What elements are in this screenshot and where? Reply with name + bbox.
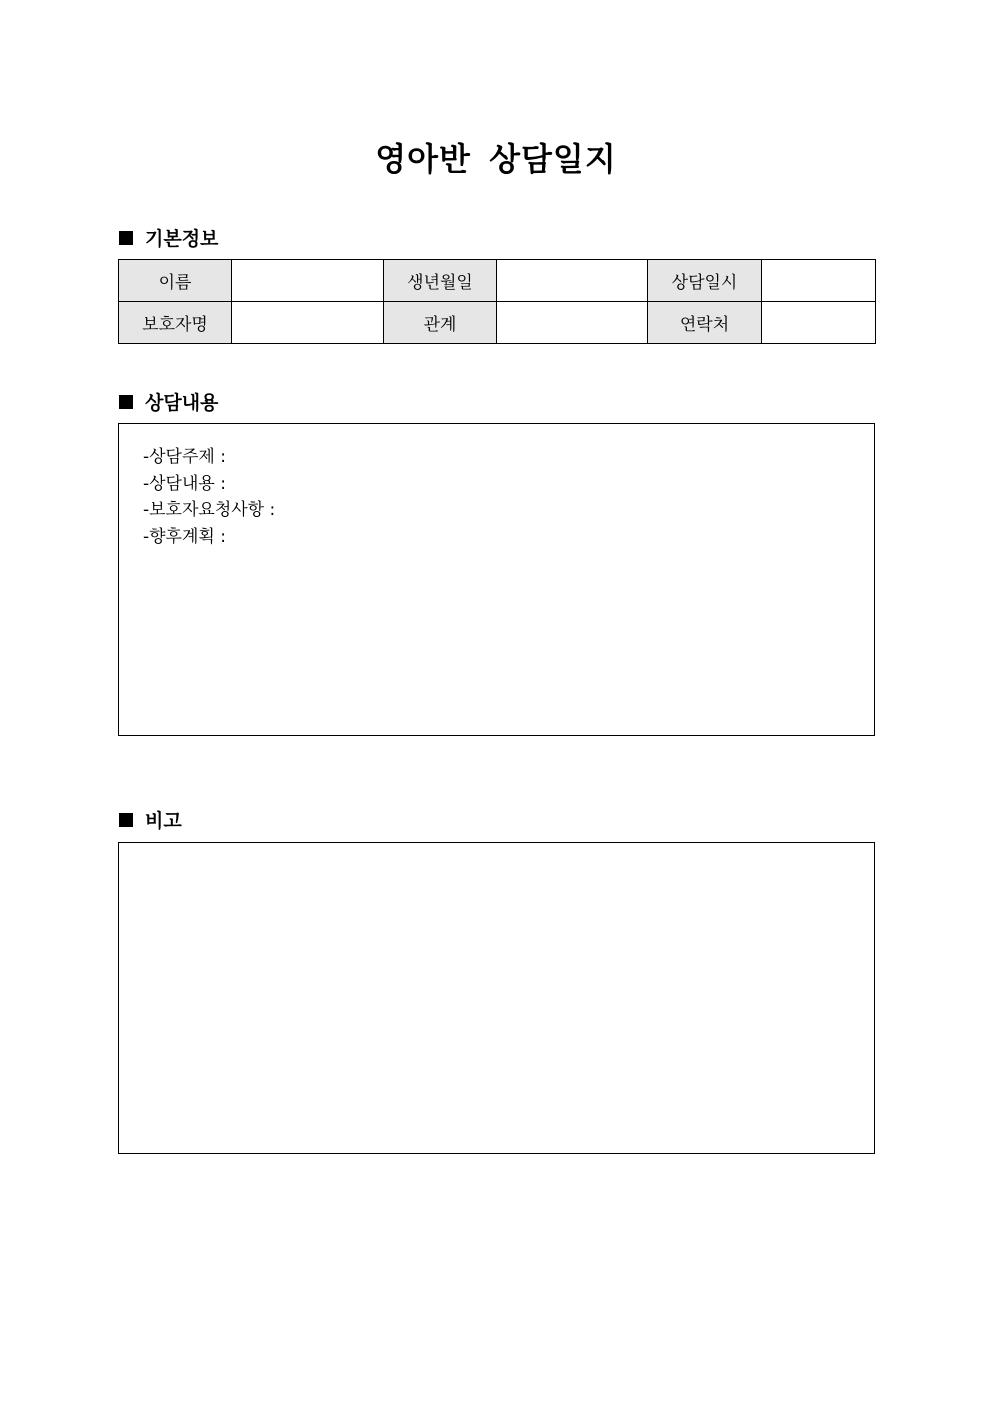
- value-relationship[interactable]: [497, 302, 648, 344]
- consult-line-future-plan: -향후계획 :: [143, 526, 226, 547]
- basic-info-table: [118, 259, 876, 344]
- table-row: [119, 260, 876, 302]
- section-header-consult: [119, 388, 218, 415]
- consult-content-box[interactable]: [118, 423, 875, 736]
- section-header-note: [119, 806, 182, 833]
- table-row: [119, 302, 876, 344]
- value-name[interactable]: [232, 260, 384, 302]
- black-square-icon: [119, 231, 133, 245]
- label-consult-datetime: 상담일시: [648, 260, 762, 302]
- label-relationship: 관계: [384, 302, 497, 344]
- value-consult-datetime[interactable]: [762, 260, 876, 302]
- label-birthdate: 생년월일: [384, 260, 497, 302]
- consult-line-content: -상담내용 :: [143, 473, 226, 494]
- value-contact[interactable]: [762, 302, 876, 344]
- note-box[interactable]: [118, 842, 875, 1154]
- consult-line-guardian-request: -보호자요청사항 :: [143, 500, 276, 520]
- black-square-icon: [119, 395, 133, 409]
- consult-lines: [143, 444, 275, 550]
- section-header-basic-info: [119, 224, 218, 251]
- label-contact: 연락처: [648, 302, 762, 344]
- value-guardian-name[interactable]: [232, 302, 384, 344]
- section-title-consult: 상담내용: [145, 392, 219, 414]
- black-square-icon: [119, 813, 133, 827]
- label-name: 이름: [119, 260, 232, 302]
- section-title-note: 비고: [145, 810, 182, 832]
- value-birthdate[interactable]: [497, 260, 648, 302]
- page-title: 영아반 상담일지: [375, 140, 617, 178]
- section-title-basic-info: 기본정보: [145, 228, 219, 250]
- label-guardian-name: 보호자명: [119, 302, 232, 344]
- consult-line-topic: -상담주제 :: [143, 447, 226, 467]
